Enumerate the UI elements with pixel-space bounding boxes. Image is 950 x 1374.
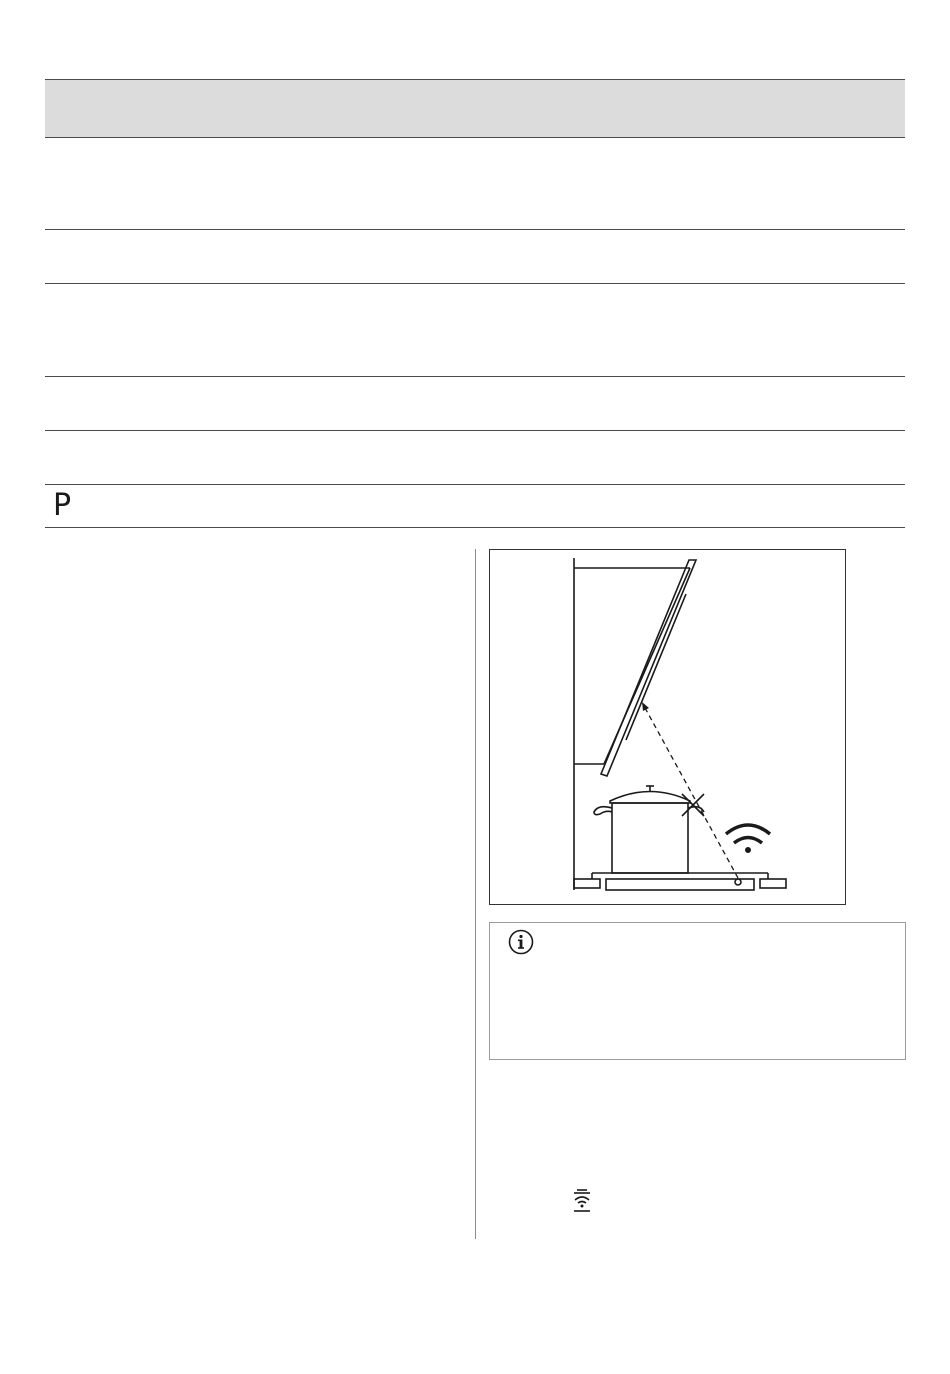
table-row	[45, 431, 905, 485]
hood-wifi-icon	[572, 1188, 592, 1214]
table-header-row	[45, 79, 905, 138]
info-icon	[508, 929, 534, 955]
table-row	[45, 284, 905, 377]
table-row	[45, 137, 905, 230]
row-label-p: P	[53, 488, 72, 523]
table-row	[45, 377, 905, 431]
info-note-box	[489, 922, 906, 1060]
column-divider	[475, 549, 476, 1239]
hood-hob-wireless-illustration	[490, 550, 847, 906]
table-row	[45, 230, 905, 284]
hood-hob-illustration	[489, 549, 846, 905]
table-row	[45, 485, 905, 528]
